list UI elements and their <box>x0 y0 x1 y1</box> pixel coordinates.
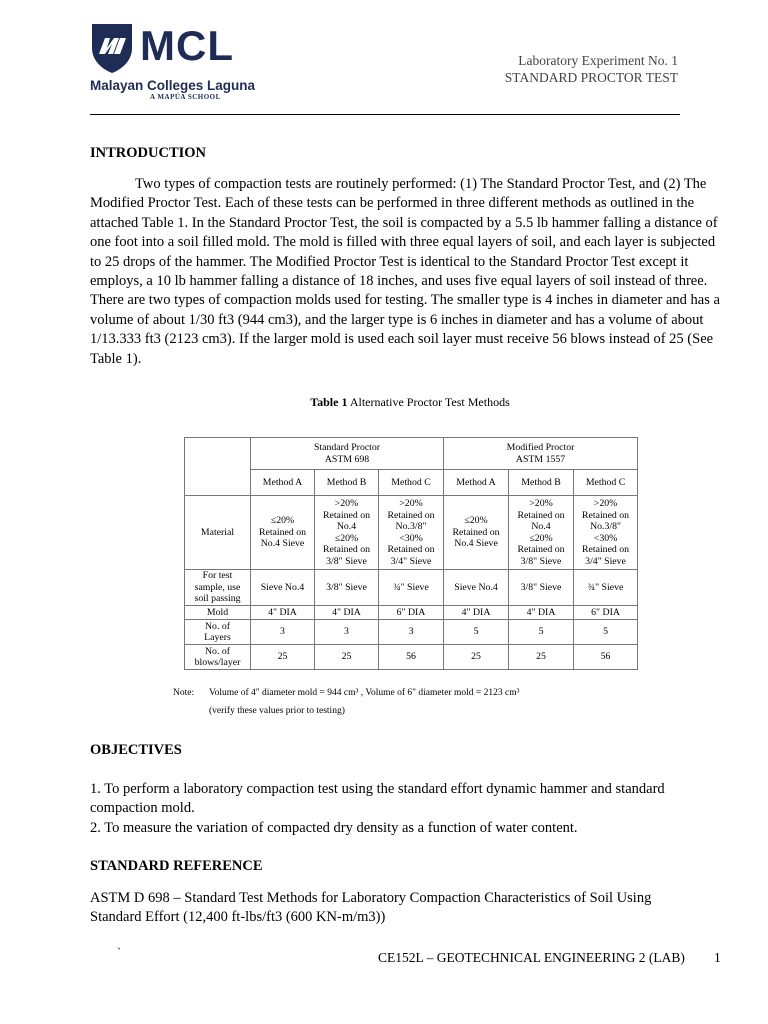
table-cell: >20% Retained on No.3/8" <30% Retained on 3/4" Sieve <box>574 496 638 570</box>
table-cell: 4" DIA <box>315 606 379 620</box>
logo-school-name: Malayan Colleges Laguna <box>90 78 256 93</box>
table-cell: 56 <box>379 645 444 670</box>
introduction-text: Two types of compaction tests are routinely performed: (1) The Standard Proctor Test, and (2) The Modified Proctor Test. Each of these tests can be performed in three different methods as outlined in the attached Table 1. In the Standard Proctor Test, the soil is compacted by a 5.5 lb hammer falling a distance of one foot into a soil filled mold. The mold is filled with three equal layers of soil, and each layer is subjected to 25 drops of the hammer. The Modified Proctor Test is identical to the Standard Proctor Test except it employs, a 10 lb hammer falling a distance of 18 inches, and uses five equal layers of soil instead of three. There are two types of compaction molds used for testing. The smaller type is 4 inches in diameter and has a volume of about 1/30 ft3 (944 cm3), and the larger type is 6 inches in diameter and has a volume of about 1/13.333 ft3 (2123 cm3). If the larger mold is used each soil layer must receive 56 blows instead of 25 (See Table 1). <box>90 176 720 367</box>
method-header: Method C <box>379 470 444 496</box>
table-cell: 3 <box>251 620 315 645</box>
table-cell: 56 <box>574 645 638 670</box>
table-cell: 25 <box>509 645 574 670</box>
logo-brand-text: MCL <box>140 22 234 69</box>
experiment-title: STANDARD PROCTOR TEST <box>504 70 678 85</box>
note-volumes: Volume of 4" diameter mold = 944 cm³ , Volume of 6" diameter mold = 2123 cm³ <box>209 688 520 698</box>
table-methods-row <box>185 470 638 496</box>
table-cell: ¾" Sieve <box>574 570 638 606</box>
table-row-blows <box>185 645 638 670</box>
table-caption <box>0 395 768 410</box>
footer-tick: ` <box>117 945 121 959</box>
standard-proctor-header: Standard Proctor ASTM 698 <box>251 438 444 470</box>
table-cell: 4" DIA <box>251 606 315 620</box>
table-cell: 3/8" Sieve <box>509 570 574 606</box>
table-cell: 6" DIA <box>574 606 638 620</box>
table-cell: 25 <box>251 645 315 670</box>
table-row-soil-passing <box>185 570 638 606</box>
method-header: Method A <box>444 470 509 496</box>
row-label: No. of blows/layer <box>185 645 251 670</box>
standard-reference-text: ASTM D 698 – Standard Test Methods for Laboratory Compaction Characteristics of Soil Using Standard Effort (12,400 ft-lbs/ft3 (600 KN-m/m3)) <box>90 890 652 926</box>
note-label: Note: <box>173 688 195 698</box>
objectives-heading: OBJECTIVES <box>90 742 182 758</box>
table-cell: 5 <box>574 620 638 645</box>
mcl-shield-logo <box>90 22 134 74</box>
table-cell: Sieve No.4 <box>444 570 509 606</box>
table-row-material <box>185 496 638 570</box>
row-label: Mold <box>185 606 251 620</box>
table-cell: 5 <box>444 620 509 645</box>
table-caption-label: Table 1 <box>310 395 348 409</box>
table-caption-text: Alternative Proctor Test Methods <box>349 395 510 409</box>
standard-reference-heading: STANDARD REFERENCE <box>90 858 263 874</box>
table-cell: Sieve No.4 <box>251 570 315 606</box>
table-row-mold <box>185 606 638 620</box>
introduction-paragraph <box>90 175 725 369</box>
method-header: Method C <box>574 470 638 496</box>
modified-proctor-header: Modified Proctor ASTM 1557 <box>444 438 638 470</box>
logo-tagline: A MAPÚA SCHOOL <box>150 93 221 101</box>
table-row-layers <box>185 620 638 645</box>
proctor-methods-table <box>184 437 638 670</box>
table-cell: 3 <box>379 620 444 645</box>
note-verify: (verify these values prior to testing) <box>209 706 345 716</box>
experiment-number: Laboratory Experiment No. 1 <box>518 53 678 68</box>
method-header: Method B <box>509 470 574 496</box>
table-cell: >20% Retained on No.4 ≤20% Retained on 3/8" Sieve <box>509 496 574 570</box>
table-cell: 25 <box>444 645 509 670</box>
row-label: Material <box>185 496 251 570</box>
table-cell: ≤20% Retained on No.4 Sieve <box>251 496 315 570</box>
table-cell: 4" DIA <box>509 606 574 620</box>
method-header: Method A <box>251 470 315 496</box>
table-cell: 3/8" Sieve <box>315 570 379 606</box>
header-experiment-info <box>505 52 678 86</box>
table-corner-cell <box>185 438 251 496</box>
table-cell: >20% Retained on No.4 ≤20% Retained on 3/8" Sieve <box>315 496 379 570</box>
table-cell: 5 <box>509 620 574 645</box>
method-header: Method B <box>315 470 379 496</box>
page-number: 1 <box>714 950 721 965</box>
table-cell: >20% Retained on No.3/8" <30% Retained on 3/4" Sieve <box>379 496 444 570</box>
objective-item-2: 2. To measure the variation of compacted dry density as a function of water content. <box>90 820 578 836</box>
table-cell: ¾" Sieve <box>379 570 444 606</box>
table-cell: 3 <box>315 620 379 645</box>
row-label: For test sample, use soil passing <box>185 570 251 606</box>
table-cell: 4" DIA <box>444 606 509 620</box>
footer-course: CE152L – GEOTECHNICAL ENGINEERING 2 (LAB) <box>378 950 685 965</box>
table-cell: 6" DIA <box>379 606 444 620</box>
table-note <box>173 684 519 720</box>
table-header-row <box>185 438 638 470</box>
introduction-heading: INTRODUCTION <box>90 145 207 161</box>
table-cell: ≤20% Retained on No.4 Sieve <box>444 496 509 570</box>
table-cell: 25 <box>315 645 379 670</box>
objective-item-1: 1. To perform a laboratory compaction test using the standard effort dynamic hammer and standard compaction mold. <box>90 781 665 817</box>
row-label: No. of Layers <box>185 620 251 645</box>
header-divider <box>90 114 680 115</box>
